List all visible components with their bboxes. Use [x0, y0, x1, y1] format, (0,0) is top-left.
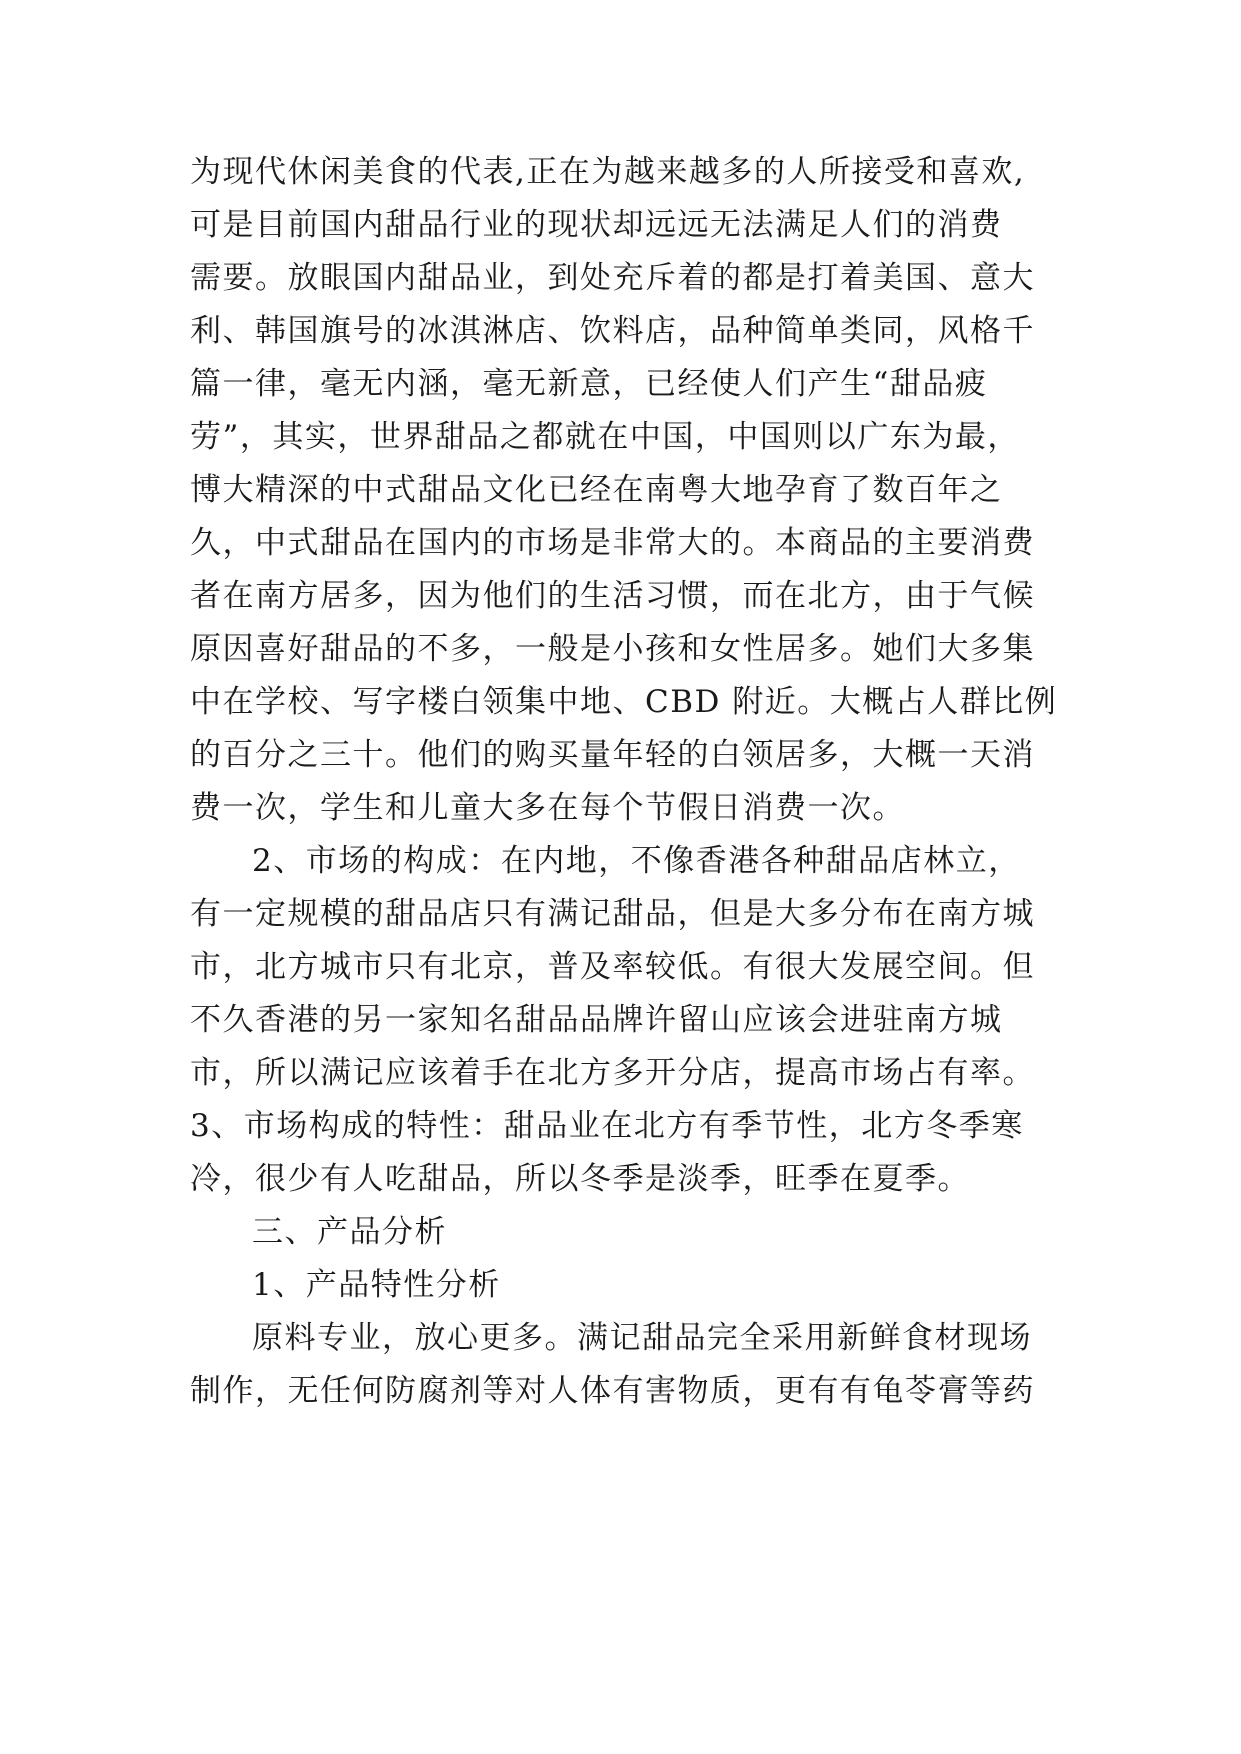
text-line-10: 原因喜好甜品的不多，一般是小孩和女性居多。她们大多集 [190, 631, 1035, 667]
text-line-17: 不久香港的另一家知名甜品品牌许留山应该会进驻南方城 [190, 1002, 1003, 1038]
text-line-12: 的百分之三十。他们的购买量年轻的白领居多，大概一天消 [190, 737, 1035, 773]
text-line-5: 篇一律，毫无内涵，毫无新意，已经使人们产生“甜品疲 [190, 366, 988, 402]
section-heading: 三、产品分析 [252, 1214, 447, 1250]
text-line-13: 费一次，学生和儿童大多在每个节假日消费一次。 [190, 790, 905, 826]
subsection-heading: 1、产品特性分析 [252, 1267, 501, 1303]
text-line-19: 3、市场构成的特性：甜品业在北方有季节性，北方冬季寒 [190, 1108, 1024, 1144]
text-line-6: 劳”，其实，世界甜品之都就在中国，中国则以广东为最， [190, 419, 1020, 455]
text-line-1: 为现代休闲美食的代表,正在为越来越多的人所接受和喜欢, [190, 154, 1026, 190]
text-line-8: 久，中式甜品在国内的市场是非常大的。本商品的主要消费 [190, 525, 1035, 561]
text-line-24: 制作，无任何防腐剂等对人体有害物质，更有有龟苓膏等药 [190, 1373, 1035, 1409]
text-line-3: 需要。放眼国内甜品业，到处充斥着的都是打着美国、意大 [190, 260, 1035, 296]
text-line-7: 博大精深的中式甜品文化已经在南粤大地孕育了数百年之 [190, 472, 1003, 508]
text-line-11: 中在学校、写字楼白领集中地、CBD 附近。大概占人群比例 [190, 684, 1058, 720]
text-line-16: 市，北方城市只有北京，普及率较低。有很大发展空间。但 [190, 949, 1035, 985]
text-line-14: 2、市场的构成：在内地，不像香港各种甜品店林立， [252, 843, 1021, 879]
text-line-18: 市，所以满记应该着手在北方多开分店，提高市场占有率。 [190, 1055, 1035, 1091]
text-line-23: 原料专业，放心更多。满记甜品完全采用新鲜食材现场 [252, 1320, 1032, 1356]
text-line-15: 有一定规模的甜品店只有满记甜品，但是大多分布在南方城 [190, 896, 1035, 932]
text-line-4: 利、韩国旗号的冰淇淋店、饮料店，品种简单类同，风格千 [190, 313, 1035, 349]
text-line-2: 可是目前国内甜品行业的现状却远远无法满足人们的消费 [190, 207, 1003, 243]
text-line-20: 冷，很少有人吃甜品，所以冬季是淡季，旺季在夏季。 [190, 1161, 970, 1197]
text-line-9: 者在南方居多，因为他们的生活习惯，而在北方，由于气候 [190, 578, 1035, 614]
